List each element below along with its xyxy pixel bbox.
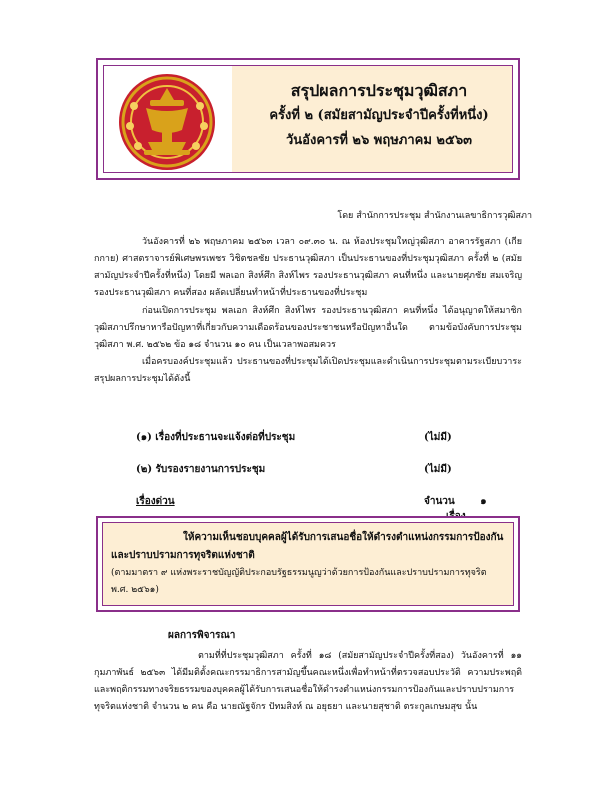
- paragraph-opening: วันอังคารที่ ๒๖ พฤษภาคม ๒๕๖๓ เวลา ๐๙.๓๐ น. ณ ห้องประชุมใหญ่วุฒิสภา อาคารรัฐสภา (เกียกกาย) ศาสตราจารย์พิเศษพรเพชร วิชิตชลชัย ประธานวุฒิสภา เป็นประธานของที่ประชุมวุฒิสภา ครั้งที่ ๒ (สมัยสามัญประจำปีครั้งที่หนึ่ง) โดยมี พลเอก สิงห์ศึก สิงห์ไพร รองประธานวุฒิสภา คนที่หนึ่ง และนายศุภชัย สมเจริญ รองประธานวุฒิสภา คนที่สอง ผลัดเปลี่ยนทำหน้าที่ประธานของที่ประชุม: [94, 237, 522, 298]
- agenda-item-status: (ไม่มี): [424, 432, 452, 443]
- agenda-item-1: [136, 430, 520, 448]
- topic-inner: [102, 522, 514, 606]
- paragraph-quorum: เมื่อครบองค์ประชุมแล้ว ประธานของที่ประชุมได้เปิดประชุมและดำเนินการประชุมตามระเบียบวาระ สรุปผลการประชุมได้ดังนี้: [94, 357, 522, 384]
- urgent-count-word: จำนวน: [424, 496, 455, 507]
- result-text: ตามที่ที่ประชุมวุฒิสภา ครั้งที่ ๑๘ (สมัยสามัญประจำปีครั้งที่สอง) วันอังคารที่ ๑๑ กุมภาพันธ์ ๒๕๖๓ ได้มีมติตั้งคณะกรรมาธิการสามัญขึ้นคณะหนึ่งเพื่อทำหน้าที่ตรวจสอบประวัติ ความประพฤติ และพฤติกรรมทางจริยธรรมของบุคคลผู้ได้รับการเสนอชื่อให้ดำรงตำแหน่งกรรมการป้องกันและปราบปรามการทุจริตแห่งชาติ จำนวน ๒ คน คือ นายณัฐจักร ปัทมสิงห์ ณ อยุธยา และนายสุชาติ ตระกูลเกษมสุข นั้น: [94, 651, 522, 712]
- agenda-item-status: (ไม่มี): [424, 464, 452, 475]
- header-inner: [103, 65, 513, 173]
- by-line: โดย สำนักการประชุม สำนักงานเลขาธิการวุฒิสภา: [337, 211, 532, 221]
- result-heading: ผลการพิจารณา: [168, 630, 236, 641]
- topic-note: (ตามมาตรา ๙ แห่งพระราชบัญญัติประกอบรัฐธรรมนูญว่าด้วยการป้องกันและปราบปรามการทุจริต พ.ศ. ๒๕๖๑): [111, 568, 487, 595]
- urgent-label: เรื่องด่วน: [136, 496, 175, 507]
- urgent-count-number: ๑: [480, 496, 487, 507]
- agenda-item-label: (๑) เรื่องที่ประธานจะแจ้งต่อที่ประชุม: [136, 432, 296, 443]
- header-box: [96, 58, 520, 180]
- topic-box: [96, 516, 520, 612]
- page-title: สรุปผลการประชุมวุฒิสภา: [290, 81, 468, 100]
- paragraph-consultation: ก่อนเปิดการประชุม พลเอก สิงห์ศึก สิงห์ไพร รองประธานวุฒิสภา คนที่หนึ่ง ได้อนุญาตให้สมาชิกวุฒิสภาปรึกษาหารือปัญหาที่เกี่ยวกับความเดือดร้อนของประชาชนหรือปัญหาอื่นใด ตามข้อบังคับการประชุมวุฒิสภา พ.ศ. ๒๕๖๒ ข้อ ๑๘ จำนวน ๑๐ คน เป็นเวลาพอสมควร: [94, 306, 522, 350]
- agenda-item-label: (๒) รับรองรายงานการประชุม: [136, 464, 266, 475]
- session-title: ครั้งที่ ๒ (สมัยสามัญประจำปีครั้งที่หนึ่ง): [269, 108, 489, 123]
- title-area: [254, 78, 504, 153]
- topic-title: ให้ความเห็นชอบบุคคลผู้ได้รับการเสนอชื่อให้ดำรงตำแหน่งกรรมการป้องกันและปราบปรามการทุจริตแห่งชาติ: [111, 532, 504, 561]
- urgent-row: [136, 494, 520, 512]
- parliament-seal-icon: [112, 70, 222, 174]
- meeting-date: วันอังคารที่ ๒๖ พฤษภาคม ๒๕๖๓: [286, 133, 472, 148]
- agenda-item-2: [136, 462, 520, 480]
